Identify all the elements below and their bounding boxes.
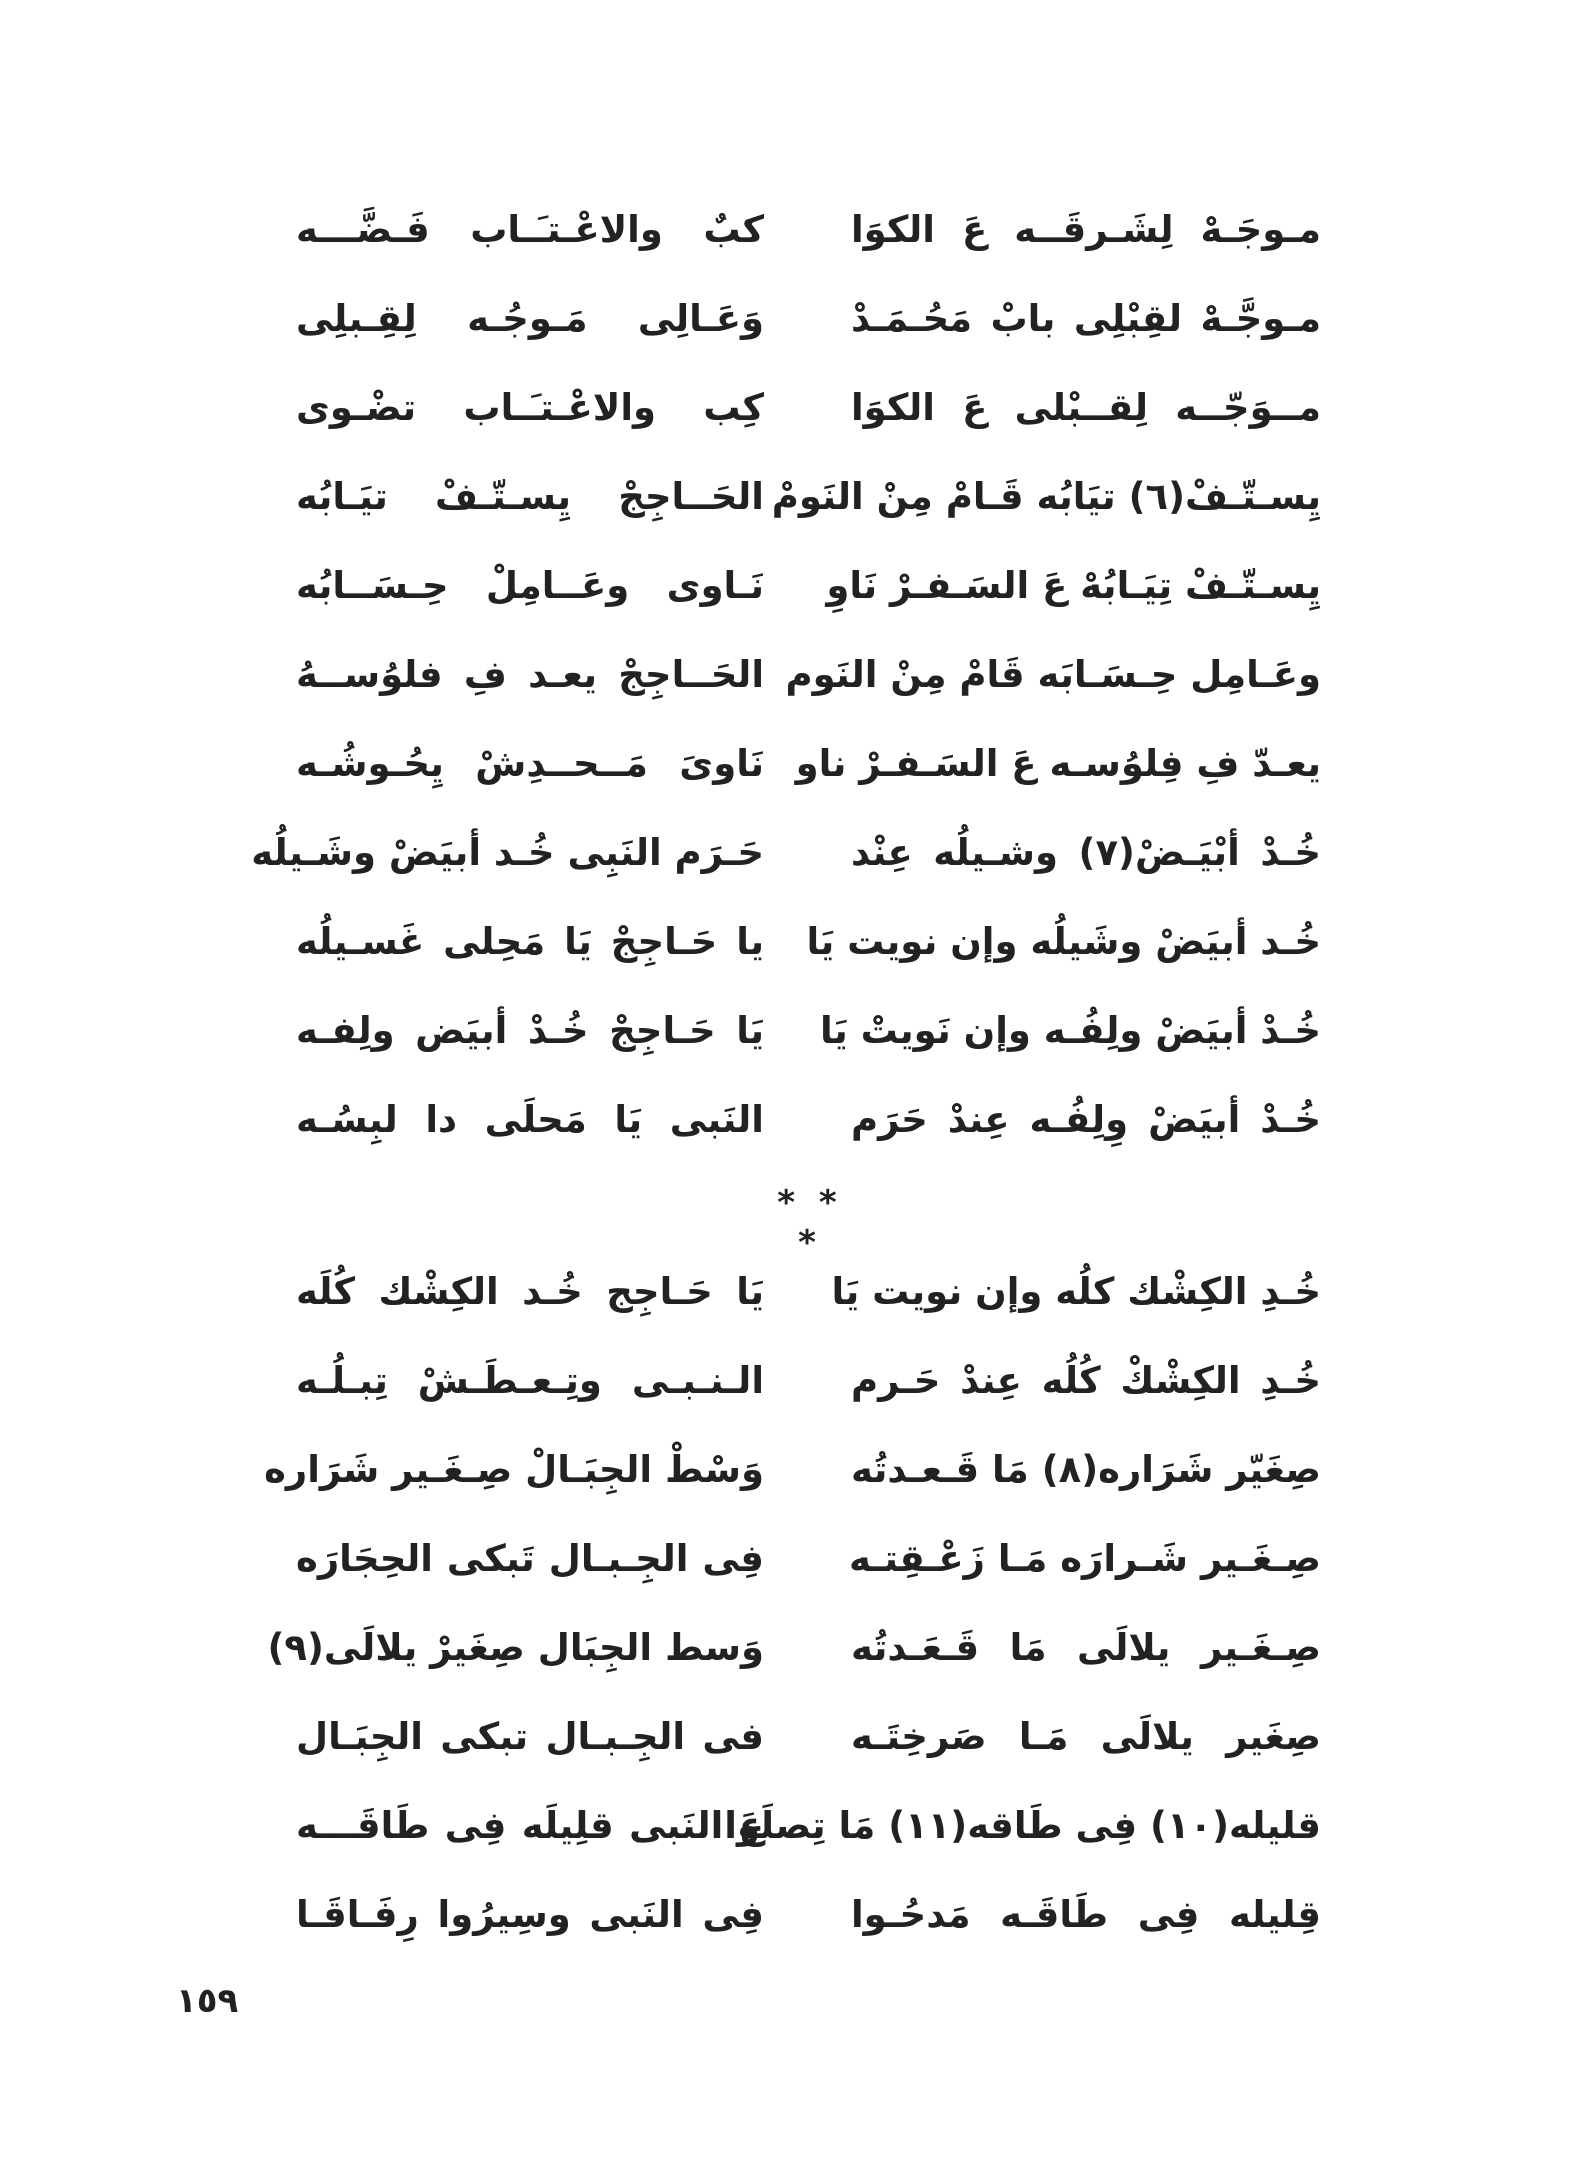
second-hemistich: وَسط الجِبَال صِغَيرْ يلالَى(٩) [267,1626,764,1669]
verse-line [0,1001,1575,1090]
first-hemistich: مــوَجّــه لِقــبْلى عَ الكوَا [851,386,1321,429]
first-hemistich: خُـدْ أبيَضْ وِلِفُـه عِندْ حَرَم [851,1098,1321,1141]
second-hemistich: الـنـبـى وتِـعـطَـشْ تِبـلُـه [296,1359,764,1402]
first-hemistich: صِغَير يلالَى مَـا صَرخِتَـه [851,1715,1321,1758]
verse-line [0,1440,1575,1529]
verse-line [0,1885,1575,1974]
verse-line [0,378,1575,467]
second-hemistich: فى الجِـبـال تبكى الجِبَـال [296,1715,764,1758]
verse-line [0,645,1575,734]
second-hemistich: كبٌ والاعْـتـَـاب فَـضَّـــه [296,208,764,251]
second-hemistich: فِى النَبى وسِيرُوا رِفَـاقَـا [296,1893,764,1936]
verse-line [0,289,1575,378]
first-hemistich: خُـدْ أبيَضْ ولِفُـه وإن نَويتْ يَا [819,1009,1321,1052]
first-hemistich: خُـدْ أبْيَـضْ(٧) وشـيلُه عِنْد [851,831,1321,874]
second-hemistich: عَ النَبى قلِيلَه فِى طَاقَـــه [296,1804,764,1847]
stanza-separator: * * * [777,1183,843,1263]
stanza-2 [0,1262,1575,1974]
verse-line [0,556,1575,645]
second-hemistich: يَا حَـاجِجْ خُـدْ أبيَض ولِفـه [296,1009,764,1052]
verse-line [0,1707,1575,1796]
first-hemistich: خُـدِ الكِشْك كلُه وإن نويت يَا [831,1270,1321,1313]
verse-line [0,1796,1575,1885]
verse-line [0,1618,1575,1707]
first-hemistich: وعَـامِل حِـسَـابَه قَامْ مِنْ النَوم [785,653,1321,696]
second-hemistich: النَبى يَا مَحلَى دا لبِسُـه [296,1098,764,1141]
first-hemistich: خُـد أبيَضْ وشَيلُه وإن نويت يَا [806,920,1321,963]
second-hemistich: الحَــاجِجْ يعـد فِ فلوُســهُ [296,653,764,696]
verse-line [0,1351,1575,1440]
verse-line [0,1262,1575,1351]
second-hemistich: يا حَـاجِجْ يَا مَحِلى غَسـيلُه [296,920,764,963]
verse-line [0,1529,1575,1618]
second-hemistich: حَـرَم النَبِى خُـد أبيَضْ وشَـيلُه [251,831,764,874]
second-hemistich: نَـاوى وعَــامِلْ حِـسَــابُه [296,564,764,607]
second-hemistich: فِى الجِـبـال تَبكى الحِجَارَه [296,1537,764,1580]
second-hemistich: يَا حَـاجِج خُـد الكِشْك كُلَه [296,1270,764,1313]
first-hemistich: يعـدّ فِ فِلوُسـه عَ السَـفـرْ ناو [795,742,1321,785]
stanza-1 [0,200,1575,1179]
page-number: ١٥٩ [176,1981,239,2021]
verse-line [0,912,1575,1001]
second-hemistich: كِب والاعْـتـَـاب تضْـوى [296,386,764,429]
verse-line [0,200,1575,289]
first-hemistich: صِـغَـير شَـرارَه مَـا زَعْـقِتـه [848,1537,1321,1580]
verse-line [0,734,1575,823]
first-hemistich: مـوجَـهْ لِشَـرقَــه عَ الكوَا [851,208,1321,251]
second-hemistich: الحَــاجِجْ يِسـتّـفْ تيَـابُه [296,475,764,518]
second-hemistich: نَاوىَ مَــحــدِشْ يِحُـوشُـه [296,742,764,785]
first-hemistich: يِسـتّـفْ(٦) تيَابُه قَـامْ مِنْ النَومْ [771,475,1321,518]
first-hemistich: خُـدِ الكِشْكْ كُلُه عِندْ حَـرم [851,1359,1321,1402]
verse-line [0,1090,1575,1179]
first-hemistich: قِليله فِى طَاقَـه مَدحُـوا [851,1893,1321,1936]
second-hemistich: وَعَـالِى مَـوجُـه لِقِـبلِى [296,297,764,340]
first-hemistich: صِـغَـير يلالَى مَا قَـعَـدتُه [851,1626,1321,1669]
second-hemistich: وَسْطْ الجِبَـالْ صِـغَـير شَرَاره [264,1448,764,1491]
first-hemistich: صِغَيّر شَرَاره(٨) مَا قَـعـدتُه [851,1448,1321,1491]
first-hemistich: مـوجَّـهْ لقِبْلِى بابْ مَحُـمَـدْ [851,297,1321,340]
first-hemistich: يِسـتّـفْ تِيَـابُهْ عَ السَـفـرْ نَاوِ [826,564,1321,607]
verse-line [0,823,1575,912]
verse-line [0,467,1575,556]
first-hemistich: قليله(١٠) فِى طَاقه(١١) مَا تِصلَوا [724,1804,1321,1847]
